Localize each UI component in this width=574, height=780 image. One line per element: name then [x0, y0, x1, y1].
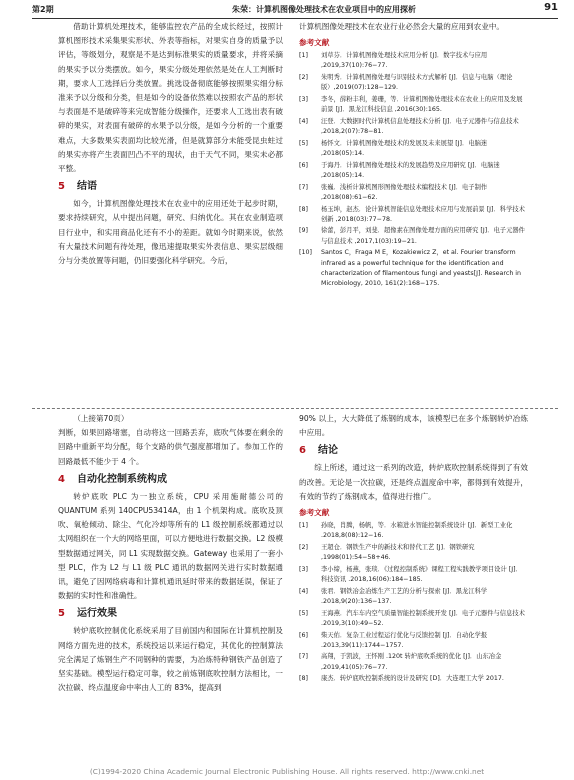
reference-text: 张君．钢铁冶金冶炼生产工艺的分析与探索 [J]．黑龙江科学 .2018,9(20):136−137. — [321, 587, 488, 605]
reference-number: [6] — [299, 161, 308, 169]
body-paragraph: 借助计算机处理技术，能够监控农产品的全成长经过，按照计算机图形技术采集果实形状、外表等指标，对果实自身的质量予以评估，等级划分，观察是不是达到标准果实的质量要求，并将采摘的果实予以分类摆放。如今，果实分级处理依然是处在人工判断时期，要求人工选择后分类放置。挑选设备彻底能够按照果实细分标准来予以分级和分类，但是如今的设备依然难以按照农产品的形状与表面是不是破碎等来完成智能分级操作，还要求人工选出表有破碎的果实，对表面有破碎的水果予以分级，是如今分析的一个重要难点，大多数果实表面均比较光滑，但是就算部分未能受昆虫蛀过的果实亦将产生表面凹凸不平的现状，由于天气不同，果实未必都平整。 — [58, 22, 283, 174]
section-heading: 5 运行效果 — [58, 608, 117, 620]
body-paragraph: 综上所述，通过这一系列的改造，转炉底吹控制系统得到了有效的改善。无论是一次拉碳，还是终点温度命中率，都得到有效提升，有效的节约了炼钢成本，值得进行推广。 — [299, 463, 528, 501]
reference-text: 康杰．转炉底吹控制系统的设计及研究 [D]．大连理工大学 2017. — [321, 675, 504, 683]
upper-right-column — [299, 20, 528, 406]
reference-item — [299, 226, 528, 246]
reference-number: [5] — [299, 139, 308, 147]
reference-text: 李冬，薛粉丰利，姜珊，等．计算机图像处理技术在农业上的应用及发展前景 [J]．黑龙江科技信息 ,2016(30):165. — [321, 96, 523, 114]
reference-number: [6] — [299, 631, 308, 639]
body-paragraph: 如今，计算机图像处理技术在农业中的应用还处于起步时期，要求持续研究，从中提出问题，研究、归纳优化。其在农业制造项目行业中，和实用商品化还有不小的差距。就如今时期来说，依然有大量技术问题有待处理，像迅速提取果实外表信息、果实层级细分与分类放置等问题，仍旧要强化科学研究。今后， — [58, 199, 283, 266]
reference-number: [10] — [299, 249, 312, 257]
reference-item — [299, 73, 528, 93]
reference-item — [299, 521, 528, 541]
lower-right-column — [299, 412, 528, 764]
reference-item — [299, 139, 528, 159]
reference-text: 汪登．大数据时代计算机信息处理技术分析 [J]．电子元器件与信息技术 ,2018,2(07):78−81. — [321, 117, 519, 136]
section-heading: 4 自动化控制系统构成 — [58, 473, 167, 485]
reference-item — [299, 183, 528, 203]
reference-item — [299, 205, 528, 225]
reference-item — [299, 609, 528, 629]
reference-number: [9] — [299, 227, 308, 235]
reference-item — [299, 543, 528, 563]
copyright-footer: (C)1994-2020 China Academic Journal Electronic Publishing House. All rights reserved. http://www.cnki.net — [89, 767, 485, 776]
lower-left-column — [58, 412, 283, 764]
reference-text: 王超仓．钢铁生产中的新技术和替代工艺 [J]．钢铁研究 ,1998(01):54−58+46. — [321, 543, 475, 562]
reference-number: [3] — [299, 96, 308, 104]
running-title: 朱荣：计算机图像处理技术在农业项目中的应用探析 — [232, 5, 416, 14]
reference-number: [8] — [299, 675, 308, 683]
body-paragraph: 计算机图像处理技术在农业行业必然会大量的应用到农业中。 — [299, 22, 505, 31]
reference-list — [299, 521, 528, 685]
reference-item — [299, 674, 528, 684]
reference-item — [299, 587, 528, 607]
reference-number: [7] — [299, 653, 308, 661]
reference-text: 孙晓，肖腾，杨帆，等．水箱进水智能控制系统设计 [J]．新型工业化 .2018,8(08):12−16. — [321, 522, 513, 540]
reference-text: 杨玉坤，赵杰．论计算机智能信息处理技术应用与发展前景 [J]．科学技术创新 ,2018(03):77−78. — [321, 205, 525, 223]
reference-number: [2] — [299, 74, 308, 82]
reference-text: 高翔，于凯波，王怀刚 .120t 转炉底吹系统的优化 [J]．山东冶金 ,2019,41(05):76−77. — [321, 653, 502, 671]
reference-text: 朱明秀．计算机图像处理与识别技术方式解析 [J]．信息与电脑（理论版）,2019(07):128−129. — [321, 74, 513, 92]
references-title: 参考文献 — [299, 38, 330, 48]
body-paragraph: 转炉底吹 PLC 为一独立系统，CPU 采用施耐德公司的 QUANTUM 系列 140CPU53414A，由 1 个机架构成。底吹及顶吹、氧枪倾动、除尘、气化冷却等所有的 L1 级控制系统都通过以太网组织在一个大的网络里面，可以方便地进行数据交换。L2 级模型数据通过网关，同 L1 实现数据交换。Gateway 也采用了一套小型 PLC，作为 L2 与 L1 级 PLC 通讯的数据网关进行实时数据通讯，避免了因网络病毒和计算机通讯延时带来的数据延误，保证了数据的实时性和准确性。 — [58, 491, 283, 601]
reference-item — [299, 51, 528, 71]
reference-text: 柴天佑．复杂工业过程运行优化与反馈控制 [J]．自动化学报 .2013,39(11):1744−1757. — [321, 631, 488, 649]
reference-number: [1] — [299, 522, 308, 530]
issue-label: 第2期 — [32, 5, 54, 14]
reference-number: [4] — [299, 117, 308, 125]
reference-item — [299, 161, 528, 181]
reference-text: Santos C，Fraga M E，Kozakiewicz Z，et al. Fourier transform infrared as a powerful technique for the identification and characterization of filamentous fungi and yeasts[J]. Research in Microbiology, 2010, 161(2):168−175. — [321, 249, 522, 287]
reference-number: [7] — [299, 183, 308, 191]
reference-text: 徐蕾，彭月平，刘斐．超像素在图像处理方面的应用研究 [J]．电子元器件与信息技术 ,2017,1(03):19−21. — [321, 227, 525, 245]
section-heading: 6 结论 — [299, 445, 338, 457]
reference-number: [1] — [299, 52, 308, 60]
references-title: 参考文献 — [299, 508, 330, 518]
reference-text: 李小缔，杨燕，张琰．《过程控制系统》课程工程实践教学项目设计 [J]．科技资讯 .2018,16(06):184−185. — [321, 565, 522, 584]
body-paragraph: 90% 以上，大大降低了炼钢的成本，该模型已在多个炼钢转炉冶炼中应用。 — [299, 414, 528, 438]
reference-number: [8] — [299, 205, 308, 213]
header-rule — [32, 18, 558, 19]
reference-number: [4] — [299, 587, 308, 595]
reference-item — [299, 248, 528, 289]
page-header — [32, 0, 558, 20]
reference-text: 刘草芬．计算机图像处理技术应用分析 [J]．数字技术与应用 ,2019,37(10):76−77. — [321, 52, 488, 70]
article-divider — [32, 408, 558, 409]
reference-item — [299, 631, 528, 651]
reference-text: 王海燕．汽车车内空气质量智能控制系统开发 [J]．电子元器件与信息技术 .2019,3(10):49−52. — [321, 609, 525, 627]
reference-item — [299, 652, 528, 672]
reference-text: 张巍．浅析计算机图形图像处理技术编程技术 [J]．电子制作 ,2018(08):61−62. — [321, 183, 488, 201]
reference-list — [299, 51, 528, 289]
page-number: 91 — [544, 2, 558, 13]
reference-item — [299, 117, 528, 137]
continuation-label: （上接第70页） — [73, 414, 129, 423]
section-heading: 5 结语 — [58, 181, 97, 193]
reference-text: 于海丹．计算机图像处理技术的发展趋势及应用研究 [J]．电脑迷 ,2018(05):14. — [321, 161, 500, 179]
body-paragraph: 转炉底吹控制优化系统采用了目前国内和国际在计算机控制及网络方面先进的技术，系统投运以来运行稳定，其优化的控制算法完全满足了炼钢生产不同钢种的需要，为冶炼特种钢铁产品创造了坚实基础。模型运行稳定可靠，较之前炼钢底吹控制方法相比，一次拉碳、终点温度命中率由人工的 83%，提高到 — [58, 626, 283, 693]
reference-item — [299, 565, 528, 585]
reference-number: [5] — [299, 609, 308, 617]
reference-text: 杨怀文．计算机图像处理技术的发展及未来展望 [J]．电脑迷 ,2018(05):14. — [321, 139, 488, 158]
reference-item — [299, 95, 528, 115]
body-paragraph: 判断，如果回路堵塞，自动将这一回路丢弃，底吹气体要在剩余的回路中重新平均分配，每个支路的供气强度都增加了。参加工作的回路最低不能少于 4 个。 — [58, 428, 283, 466]
reference-number: [2] — [299, 543, 308, 551]
upper-left-column — [58, 20, 283, 406]
reference-number: [3] — [299, 565, 308, 573]
